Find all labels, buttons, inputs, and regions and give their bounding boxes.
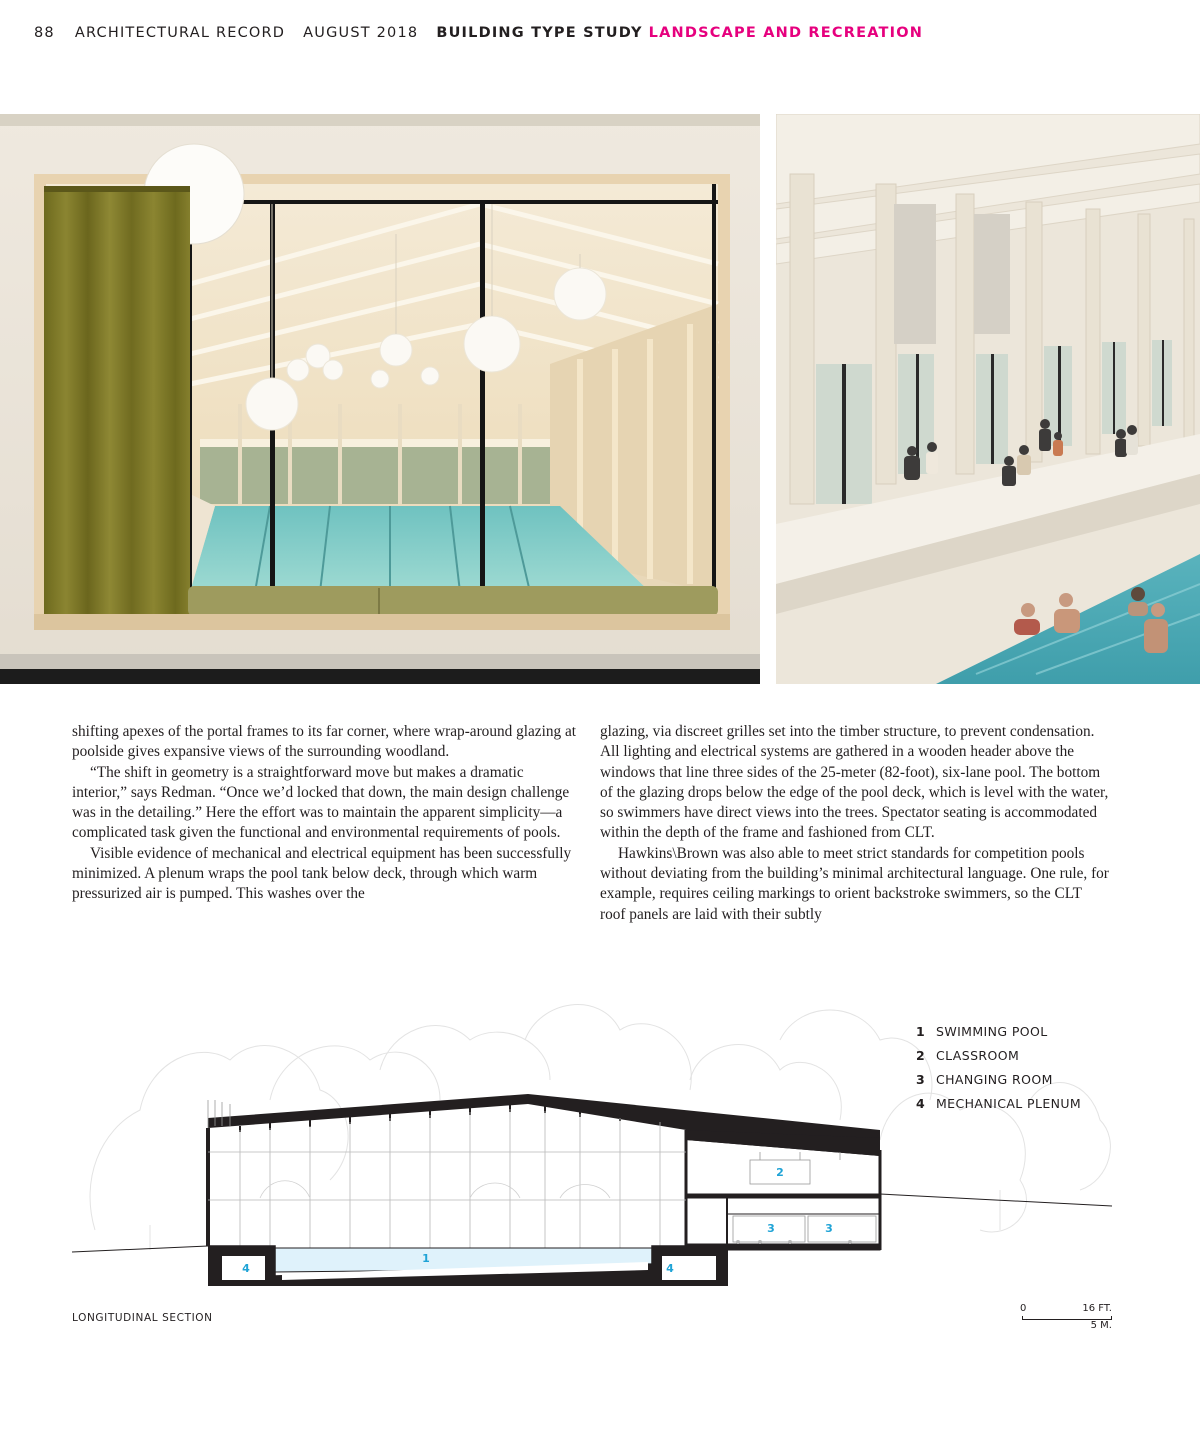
running-header bbox=[34, 25, 923, 45]
label-plenum: 4 bbox=[666, 1262, 674, 1275]
label-changing-room: 3 bbox=[767, 1222, 775, 1235]
photo-pool-through-window bbox=[0, 114, 760, 684]
legend-item: 3 CHANGING ROOM bbox=[916, 1071, 1053, 1087]
page-number: 88 bbox=[34, 25, 55, 41]
label-pool: 1 bbox=[422, 1252, 430, 1265]
paragraph: “The shift in geometry is a straightforward move but makes a dramatic interior,” says Redman. “Once we’d locked that down, the main design challenge was in the detailing.” Here the effort was to maintain the apparent simplicity—a complicated task given the functional and environmental requirements of pools. bbox=[72, 763, 570, 842]
drawing-caption: LONGITUDINAL SECTION bbox=[72, 1312, 213, 1324]
section-topic: LANDSCAPE AND RECREATION bbox=[648, 25, 924, 41]
label-classroom: 2 bbox=[776, 1166, 784, 1179]
drawing-legend bbox=[916, 1019, 1081, 1115]
paragraph: Hawkins\Brown was also able to meet strict standards for competition pools without deviating from the building’s minimal architectural language. One rule, for example, requires ceiling markings to orient backstroke swimmers, so the CLT roof panels are laid with their subtly bbox=[600, 844, 1109, 923]
section-name: BUILDING TYPE STUDY bbox=[436, 25, 643, 41]
scale-zero: 0 bbox=[1020, 1303, 1027, 1314]
scale-meters: 5 M. bbox=[1090, 1320, 1112, 1331]
body-column-right bbox=[600, 722, 1110, 925]
legend-item: 4 MECHANICAL PLENUM bbox=[916, 1095, 1082, 1111]
paragraph: Visible evidence of mechanical and electrical equipment has been successfully minimized. A plenum wraps the pool tank below deck, through which warm pressurized air is pumped. This washes over the bbox=[72, 844, 572, 903]
legend-item: 2 CLASSROOM bbox=[916, 1047, 1020, 1063]
issue-date: AUGUST 2018 bbox=[303, 25, 419, 41]
scale-bar bbox=[1018, 1302, 1118, 1336]
scale-feet: 16 FT. bbox=[1082, 1303, 1112, 1314]
paragraph: glazing, via discreet grilles set into the timber structure, to prevent condensation. All lighting and electrical systems are gathered in a wooden header above the windows that line three sides of the 25-meter (82-foot), six-lane pool. The bottom of the glazing drops below the edge of the pool deck, which is level with the water, so swimmers have direct views into the trees. Spectator seating is accommodated within the depth of the frame and fashioned from CLT. bbox=[600, 723, 1109, 842]
label-changing-room: 3 bbox=[825, 1222, 833, 1235]
paragraph: shifting apexes of the portal frames to its far corner, where wrap-around glazing at poolside gives expansive views of the surrounding woodland. bbox=[72, 723, 576, 761]
magazine-name: ARCHITECTURAL RECORD bbox=[74, 25, 286, 41]
body-column-left bbox=[72, 722, 582, 905]
legend-item: 1 SWIMMING POOL bbox=[916, 1023, 1048, 1039]
label-plenum: 4 bbox=[242, 1262, 250, 1275]
photo-spectator-seating bbox=[776, 114, 1200, 684]
